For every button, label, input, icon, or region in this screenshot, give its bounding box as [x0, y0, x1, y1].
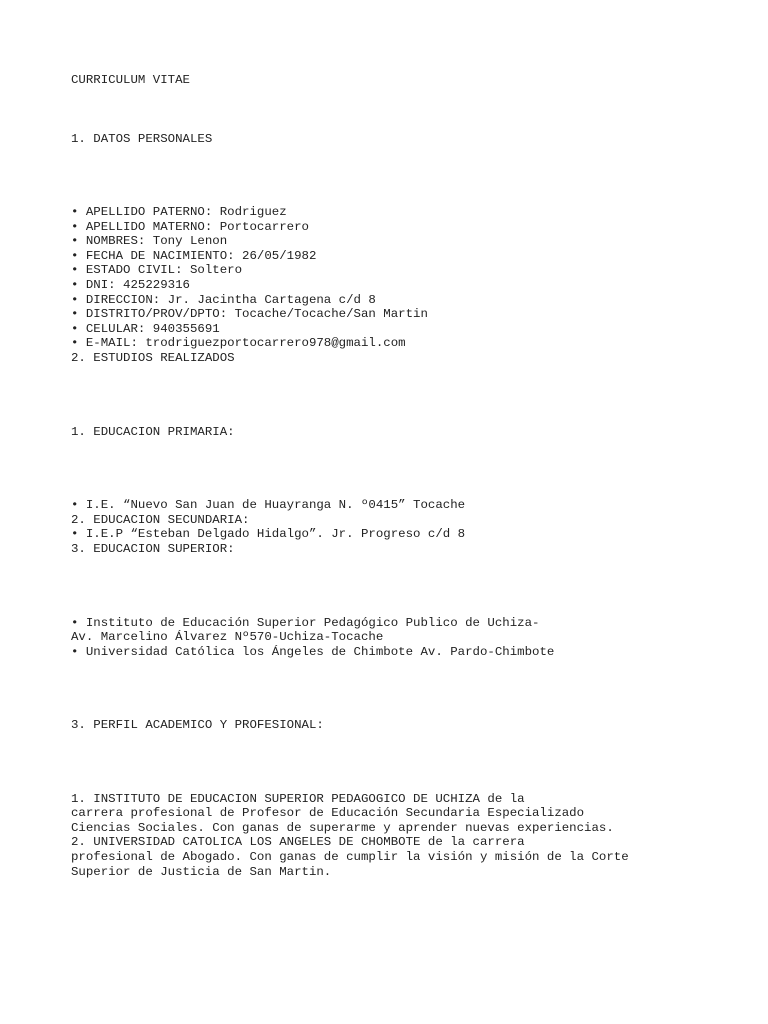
profile-line: 2. UNIVERSIDAD CATOLICA LOS ANGELES DE CHOMBOTE de la carrera — [71, 835, 525, 850]
superior-education-item-1: • Instituto de Educación Superior Pedagógico Publico de Uchiza- — [71, 615, 540, 630]
profile-line: Ciencias Sociales. Con ganas de superarme y aprender nuevas experiencias. — [71, 820, 614, 835]
personal-item-celular: • CELULAR: 940355691 — [71, 321, 220, 336]
secondary-education-item: • I.E.P “Esteban Delgado Hidalgo”. Jr. Progreso c/d 8 — [71, 527, 466, 542]
personal-item-apellido-paterno: • APELLIDO PATERNO: Rodriguez — [71, 205, 287, 219]
personal-item-estado-civil: • ESTADO CIVIL: Soltero — [71, 263, 243, 278]
secondary-education-heading: 2. EDUCACION SECUNDARIA: — [71, 512, 250, 527]
profile-line: carrera profesional de Profesor de Educación Secundaria Especializado — [71, 806, 585, 821]
profile-line: profesional de Abogado. Con ganas de cumplir la visión y misión de la Corte — [71, 849, 629, 864]
profile-line: 1. INSTITUTO DE EDUCACION SUPERIOR PEDAGOGICO DE UCHIZA de la — [71, 791, 525, 806]
personal-item-email: • E-MAIL: trodriguezportocarrero978@gmail.com — [71, 336, 406, 351]
superior-education-heading: 3. EDUCACION SUPERIOR: — [71, 541, 235, 556]
section-heading-profile: 3. PERFIL ACADEMICO Y PROFESIONAL: — [71, 718, 324, 732]
superior-education-item-2: • Universidad Católica los Ángeles de Chimbote Av. Pardo-Chimbote — [71, 644, 555, 659]
personal-item-fecha-nacimiento: • FECHA DE NACIMIENTO: 26/05/1982 — [71, 248, 317, 263]
primary-education-item: • I.E. “Nuevo San Juan de Huayranga N. º0415” Tocache — [71, 498, 466, 512]
personal-item-distrito: • DISTRITO/PROV/DPTO: Tocache/Tocache/San Martin — [71, 307, 428, 322]
personal-item-nombres: • NOMBRES: Tony Lenon — [71, 234, 228, 249]
personal-item-apellido-materno: • APELLIDO MATERNO: Portocarrero — [71, 219, 309, 234]
personal-item-dni: • DNI: 425229316 — [71, 278, 190, 292]
section-heading-studies: 2. ESTUDIOS REALIZADOS — [71, 351, 235, 365]
primary-education-heading: 1. EDUCACION PRIMARIA: — [71, 424, 235, 439]
superior-education-item-1-address: Av. Marcelino Álvarez Nº570-Uchiza-Tocache — [71, 630, 384, 645]
document-title: CURRICULUM VITAE — [71, 73, 190, 87]
profile-line: Superior de Justicia de San Martin. — [71, 864, 332, 879]
section-heading-personal: 1. DATOS PERSONALES — [71, 132, 213, 146]
personal-item-direccion: • DIRECCION: Jr. Jacintha Cartagena c/d 8 — [71, 292, 376, 307]
